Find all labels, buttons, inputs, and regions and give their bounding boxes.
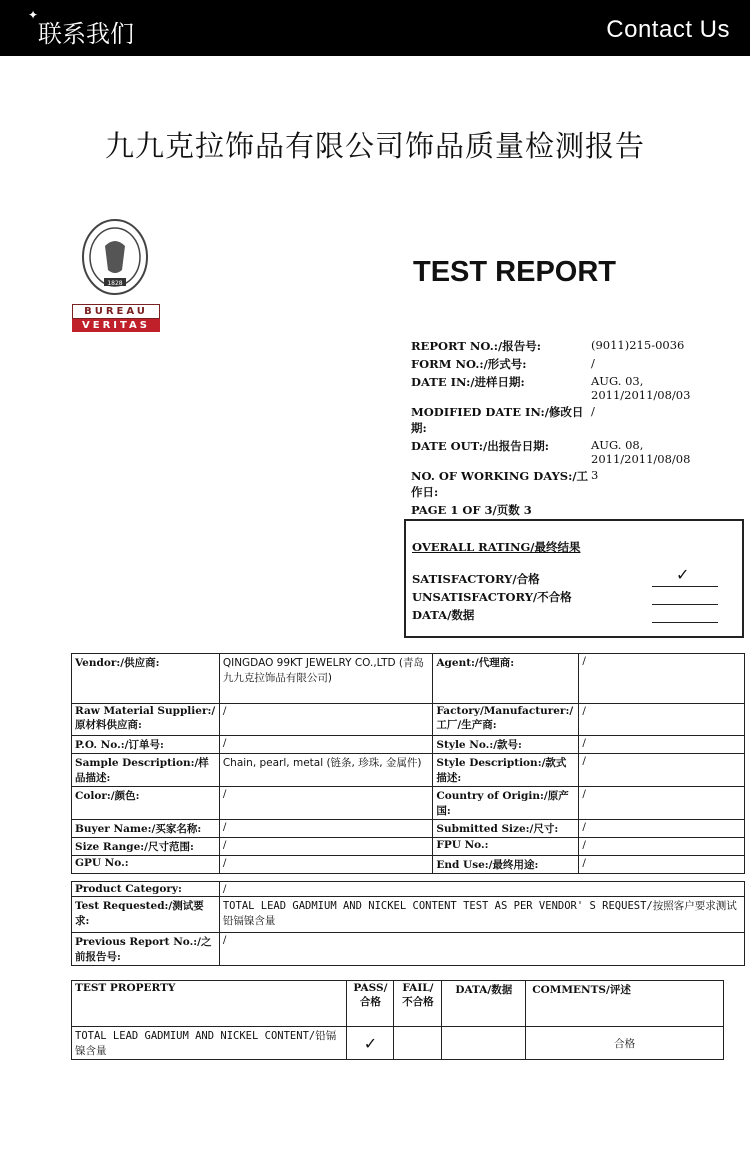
header-pass: PASS/合格 — [347, 981, 394, 1027]
logo-line1: BUREAU — [72, 304, 160, 319]
previous-report-label: Previous Report No.:/之前报告号: — [72, 933, 220, 966]
fail-cell — [394, 1027, 442, 1060]
po-label: P.O. No.:/订单号: — [72, 736, 220, 754]
meta-value: / — [591, 356, 595, 370]
sample-desc-value: Chain, pearl, metal (链条, 珍珠, 金属件) — [219, 754, 433, 787]
table-header-row — [72, 981, 724, 1027]
rating-title: OVERALL RATING/最终结果 — [412, 540, 581, 554]
table-row — [72, 838, 745, 856]
table-row — [72, 704, 745, 736]
data-cell — [442, 1027, 526, 1060]
raw-supplier-label: Raw Material Supplier:/原材料供应商: — [72, 704, 220, 736]
seal-icon — [80, 218, 150, 296]
fpu-value: / — [579, 838, 745, 856]
table-row — [72, 933, 745, 966]
style-no-label: Style No.:/款号: — [433, 736, 579, 754]
buyer-label: Buyer Name:/买家名称: — [72, 820, 220, 838]
raw-supplier-value: / — [219, 704, 433, 736]
style-desc-label: Style Description:/款式描述: — [433, 754, 579, 787]
submitted-size-label: Submitted Size:/尺寸: — [433, 820, 579, 838]
header-comments: COMMENTS/评述 — [526, 981, 724, 1027]
fpu-label: FPU No.: — [433, 838, 579, 856]
buyer-value: / — [219, 820, 433, 838]
table-row — [72, 736, 745, 754]
overall-rating-box — [404, 519, 744, 638]
rating-satisfactory: SATISFACTORY/合格 — [412, 572, 540, 586]
previous-report-value: / — [219, 933, 744, 966]
rating-line — [652, 622, 718, 623]
vendor-value: QINGDAO 99KT JEWELRY CO.,LTD (青岛九九克拉饰品有限公司) — [219, 654, 433, 704]
meta-label: FORM NO.:/形式号: — [411, 357, 527, 371]
category-label: Product Category: — [72, 882, 220, 897]
meta-value: (9011)215-0036 — [591, 338, 685, 352]
rating-data: DATA/数据 — [412, 608, 475, 622]
gpu-value: / — [219, 856, 433, 874]
table-row — [72, 882, 745, 897]
meta-label: NO. OF WORKING DAYS:/工作日: — [411, 469, 589, 499]
header-fail: FAIL/不合格 — [394, 981, 442, 1027]
factory-label: Factory/Manufacturer:/工厂/生产商: — [433, 704, 579, 736]
gpu-label: GPU No.: — [72, 856, 220, 874]
report-meta — [411, 338, 731, 520]
factory-value: / — [579, 704, 745, 736]
table-row — [72, 897, 745, 933]
table-row — [72, 787, 745, 820]
meta-label: DATE OUT:/出报告日期: — [411, 439, 549, 453]
meta-label: PAGE 1 OF 3/页数 3 — [411, 503, 532, 517]
meta-label: MODIFIED DATE IN:/修改日期: — [411, 405, 584, 435]
property-cell: TOTAL LEAD GADMIUM AND NICKEL CONTENT/铅镉镍含量 — [72, 1027, 347, 1060]
sparkle-icon: ✦ — [28, 8, 39, 22]
table-row — [72, 1027, 724, 1060]
meta-value: AUG. 08, 2011/2011/08/08 — [591, 438, 691, 466]
meta-value: 3 — [591, 468, 599, 482]
header-data: DATA/数据 — [442, 981, 526, 1027]
bureau-veritas-logo — [72, 218, 162, 332]
meta-row — [411, 374, 731, 402]
meta-label: REPORT NO.:/报告号: — [411, 339, 541, 353]
result-table — [71, 980, 724, 1060]
vendor-label: Vendor:/供应商: — [72, 654, 220, 704]
comments-cell: 合格 — [526, 1027, 724, 1060]
report-heading: TEST REPORT — [413, 256, 617, 288]
style-no-value: / — [579, 736, 745, 754]
submitted-size-value: / — [579, 820, 745, 838]
table-row — [72, 820, 745, 838]
svg-text:1828: 1828 — [107, 280, 123, 287]
meta-row — [411, 404, 731, 436]
origin-label: Country of Origin:/原产国: — [433, 787, 579, 820]
meta-label: DATE IN:/进样日期: — [411, 375, 525, 389]
rating-line — [652, 604, 718, 605]
contact-title-cn: 联系我们 — [38, 20, 134, 48]
end-use-value: / — [579, 856, 745, 874]
meta-row — [411, 438, 731, 466]
table-row — [72, 856, 745, 874]
color-label: Color:/颜色: — [72, 787, 220, 820]
check-icon: ✓ — [676, 565, 690, 584]
logo-line2: VERITAS — [72, 319, 160, 332]
vendor-table — [71, 653, 745, 874]
table-row — [72, 754, 745, 787]
document-title: 九九克拉饰品有限公司饰品质量检测报告 — [104, 129, 645, 163]
table-row — [72, 654, 745, 704]
size-range-label: Size Range:/尺寸范围: — [72, 838, 220, 856]
meta-value: AUG. 03, 2011/2011/08/03 — [591, 374, 691, 402]
meta-row — [411, 356, 731, 372]
color-value: / — [219, 787, 433, 820]
meta-value — [634, 502, 731, 518]
meta-row — [411, 338, 731, 354]
meta-row — [411, 468, 731, 500]
end-use-label: End Use:/最终用途: — [433, 856, 579, 874]
top-bar — [0, 0, 750, 56]
style-desc-value: / — [579, 754, 745, 787]
size-range-value: / — [219, 838, 433, 856]
po-value: / — [219, 736, 433, 754]
pass-check-icon: ✓ — [347, 1027, 394, 1060]
header-test-property: TEST PROPERTY — [72, 981, 347, 1027]
agent-label: Agent:/代理商: — [433, 654, 579, 704]
meta-value: / — [591, 404, 595, 418]
category-value: / — [219, 882, 744, 897]
test-requested-label: Test Requested:/测试要求: — [72, 897, 220, 933]
test-requested-value: TOTAL LEAD GADMIUM AND NICKEL CONTENT TEST AS PER VENDOR' S REQUEST/按照客户要求测试铅镉镍含量 — [219, 897, 744, 933]
contact-title-en: Contact Us — [606, 16, 730, 43]
sample-desc-label: Sample Description:/样品描述: — [72, 754, 220, 787]
origin-value: / — [579, 787, 745, 820]
product-table — [71, 881, 745, 966]
agent-value: / — [579, 654, 745, 704]
rating-line — [652, 586, 718, 587]
rating-unsatisfactory: UNSATISFACTORY/不合格 — [412, 590, 572, 604]
meta-row — [411, 502, 731, 518]
